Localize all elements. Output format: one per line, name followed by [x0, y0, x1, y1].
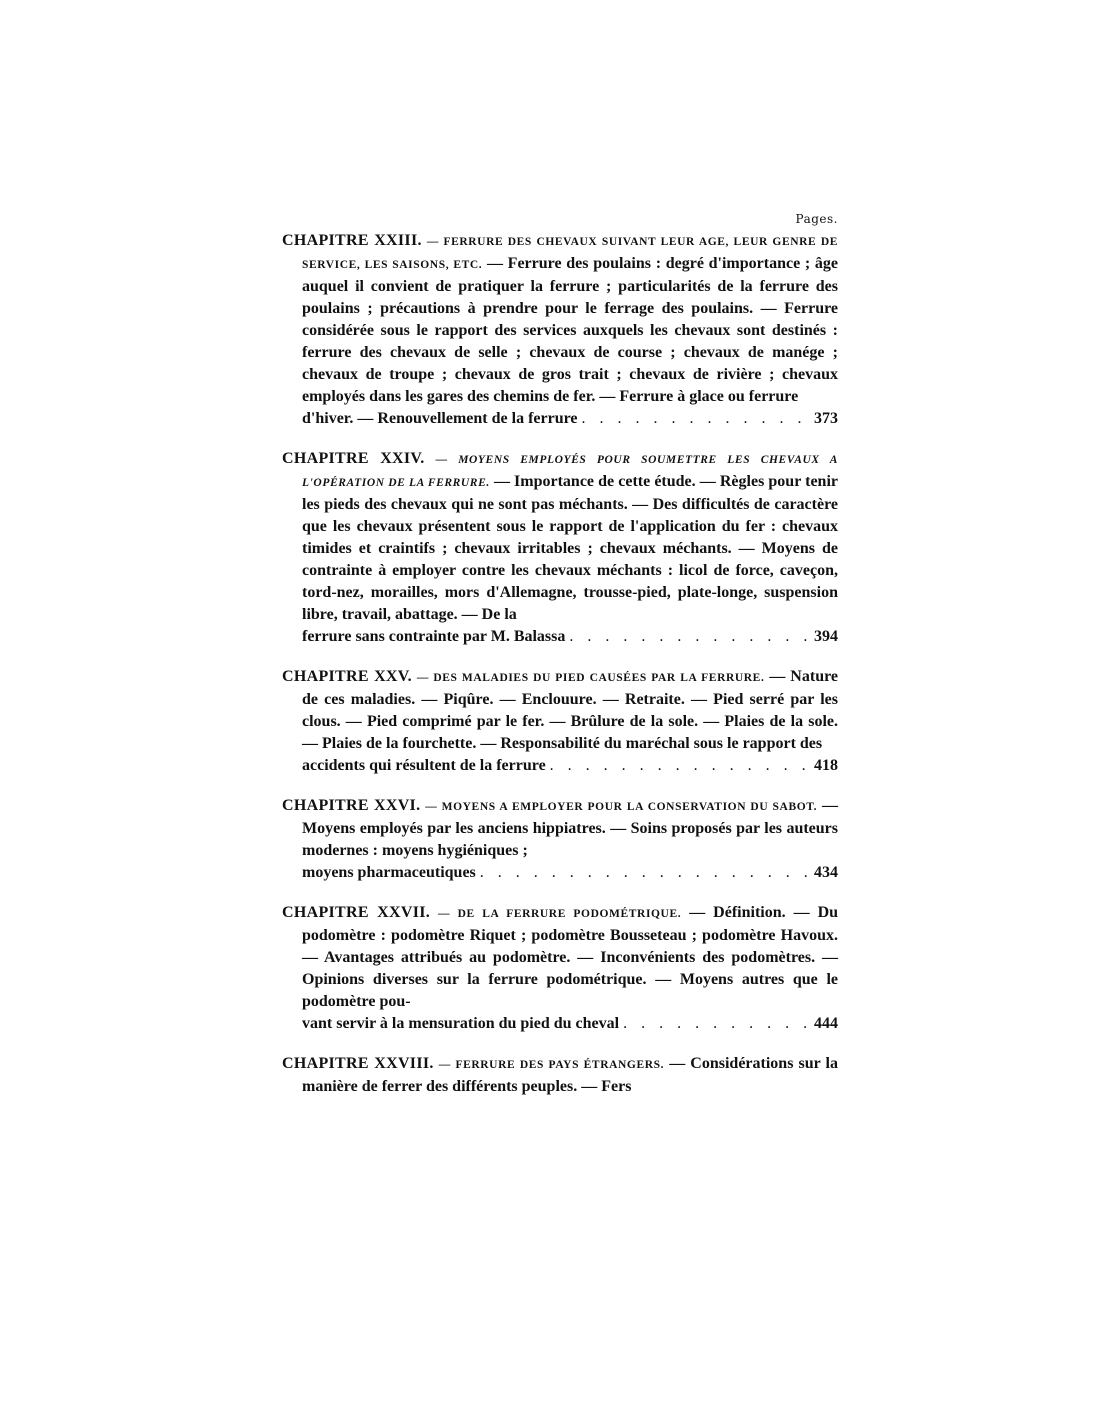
chapter-number: CHAPITRE XXIV.	[282, 450, 425, 467]
dot-leader	[550, 755, 810, 777]
chapter-title: — DES MALADIES DU PIED CAUSÉES PAR LA FERRURE.	[416, 672, 765, 684]
chapter-summary: — Moyens employés par les anciens hippiatres. — Soins proposés par les auteurs modernes : moyens hygiéniques ;	[302, 797, 839, 859]
toc-leader-line	[282, 408, 838, 430]
table-of-contents-page	[282, 212, 838, 1116]
toc-leader-line	[282, 862, 838, 884]
chapter-summary: — Importance de cette étude. — Règles pour tenir les pieds des chevaux qui ne sont pas méchants. — Des difficultés de caractère que les chevaux présentent sous le rapport de l'application du fer : chevaux timides et craintifs ; chevaux irritables ; chevaux méchants. — Moyens de contrainte à employer contre les chevaux méchants : licol de force, caveçon, tord-nez, morailles, mors d'Allemagne, trousse-pied, plate-longe, suspension libre, travail, abattage. — De la	[302, 473, 838, 623]
page-number: 434	[814, 864, 838, 881]
pages-column-header: Pages.	[795, 212, 838, 226]
chapter-summary-end: d'hiver. — Renouvellement de la ferrure	[302, 410, 578, 427]
page-number: 418	[814, 757, 838, 774]
dot-leader	[569, 626, 810, 648]
chapter-summary: — Ferrure des poulains : degré d'importance ; âge auquel il convient de pratiquer la ferrure ; particularités de la ferrure des poulains ; précautions à prendre pour le ferrage des poulains. — Ferrure considérée sous le rapport des services auxquels les chevaux sont destinés : ferrure des chevaux de selle ; chevaux de course ; chevaux de manége ; chevaux de troupe ; chevaux de gros trait ; chevaux de rivière ; chevaux employés dans les gares des chemins de fer. — Ferrure à glace ou ferrure	[302, 255, 839, 405]
chapter-number: CHAPITRE XXVI.	[282, 797, 421, 814]
dot-leader	[582, 408, 810, 430]
chapter-number: CHAPITRE XXVIII.	[282, 1055, 434, 1072]
toc-leader-line	[282, 755, 838, 777]
toc-entry-chapter-23	[282, 230, 838, 430]
chapter-summary-end: moyens pharmaceutiques	[302, 864, 476, 881]
page-number: 394	[814, 628, 838, 645]
chapter-summary-end: accidents qui résultent de la ferrure	[302, 757, 546, 774]
chapter-summary-end: vant servir à la mensuration du pied du cheval	[302, 1015, 620, 1032]
dot-leader	[623, 1013, 810, 1035]
chapter-title: — FERRURE DES CHEVAUX SUIVANT LEUR AGE, LEUR GENRE DE SERVICE, LES SAISONS, ETC.	[302, 236, 839, 271]
chapter-title: — DE LA FERRURE PODOMÉTRIQUE.	[438, 908, 682, 920]
toc-entry-chapter-28	[282, 1053, 838, 1098]
chapter-summary: — Considérations sur la manière de ferrer des différents peuples. — Fers	[302, 1055, 838, 1095]
chapter-title: — FERRURE DES PAYS ÉTRANGERS.	[438, 1059, 665, 1071]
chapter-number: CHAPITRE XXV.	[282, 668, 412, 685]
toc-entry-chapter-24	[282, 448, 838, 648]
toc-entry-chapter-26	[282, 795, 838, 884]
chapter-summary-end: ferrure sans contrainte par M. Balassa	[302, 628, 566, 645]
toc-entry-chapter-25	[282, 666, 838, 777]
toc-leader-line	[282, 626, 838, 648]
toc-leader-line	[282, 1013, 838, 1035]
chapter-title: — MOYENS A EMPLOYER POUR LA CONSERVATION DU SABOT.	[425, 801, 818, 813]
toc-entry-chapter-27	[282, 902, 838, 1035]
chapter-number: CHAPITRE XXIII.	[282, 232, 422, 249]
page-number: 373	[814, 410, 838, 427]
chapter-summary: — Nature de ces maladies. — Piqûre. — Enclouure. — Retraite. — Pied serré par les clous. — Pied comprimé par le fer. — Brûlure de la sole. — Plaies de la sole. — Plaies de la fourchette. — Responsabilité du maréchal sous le rapport des	[302, 668, 838, 752]
page-number: 444	[814, 1015, 838, 1032]
chapter-summary: — Définition. — Du podomètre : podomètre Riquet ; podomètre Bousseteau ; podomètre Havoux. — Avantages attribués au podomètre. — Inconvénients des podomètres. — Opinions diverses sur la ferrure podométrique. — Moyens autres que le podomètre pou-	[302, 904, 839, 1010]
chapter-number: CHAPITRE XXVII.	[282, 904, 431, 921]
chapter-title: — MOYENS EMPLOYÉS POUR SOUMETTRE LES CHEVAUX A L'OPÉRATION DE LA FERRURE.	[302, 454, 839, 489]
dot-leader	[480, 862, 810, 884]
